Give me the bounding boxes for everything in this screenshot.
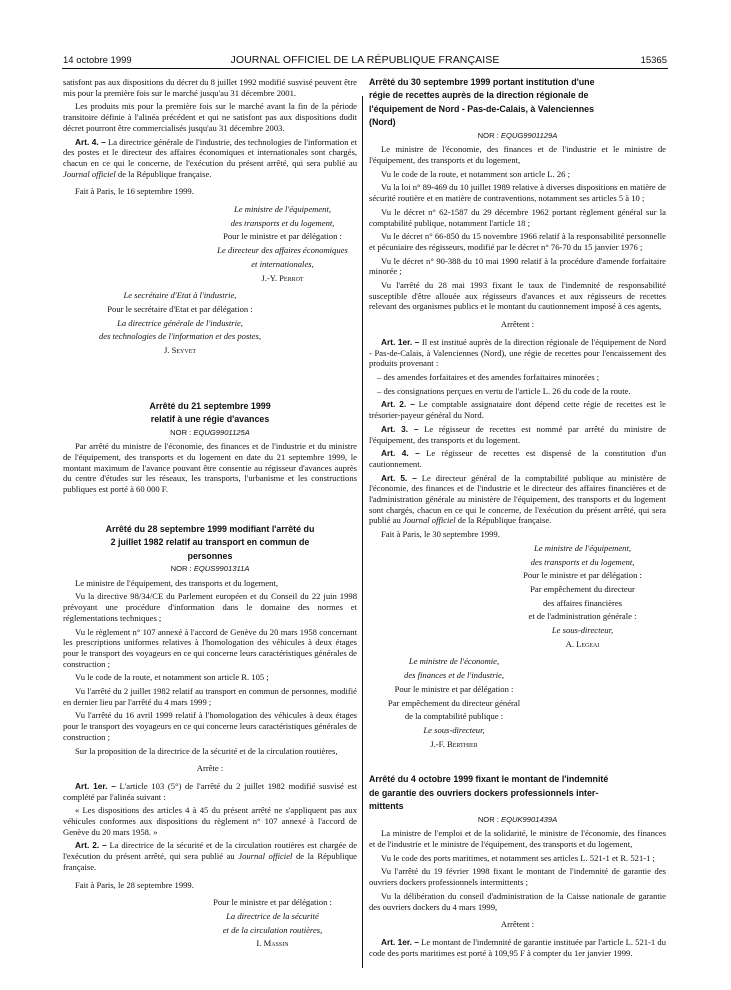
signatory-name: I. Massin [256, 938, 289, 949]
decree-title: mittents [369, 801, 404, 812]
article-text: La directrice de la sécurité et de la circulation routières est chargée de l'exécution du présent arrêté, qui sera publié au [63, 840, 358, 862]
signature-block [63, 290, 297, 356]
page-number: 15365 [640, 55, 667, 66]
decree-title: régie de recettes auprès de la direction régionale de [369, 90, 589, 101]
paragraph: Vu l'arrêté du 16 avril 1999 relatif à l'homologation des véhicules à deux étages pour le transport des voyageurs en ce qui concerne leurs caractéristiques générales de construction ; [63, 710, 357, 742]
signature-line: Pour le ministre et par délégation : [213, 897, 332, 908]
signature-line: et internationales, [251, 258, 314, 269]
nor-label: NOR : [170, 564, 194, 574]
arrete-heading: Arrête : [196, 763, 224, 774]
article-label: Art. 3. – [381, 423, 419, 434]
paragraph: Le ministre de l'équipement, des transports et du logement, [75, 577, 278, 588]
article-label: Art. 4. – [381, 448, 420, 459]
nor-reference [369, 815, 666, 826]
journal-ref: Journal officiel [402, 515, 456, 526]
signature-line: La directrice de la sécurité [226, 911, 319, 921]
article-text: Le régisseur de recettes est nommé par arrêté du ministre de l'équipement, des transports et du logement. [369, 423, 666, 445]
signature-line: Le ministre de l'équipement, [234, 204, 331, 215]
list-item: – des amendes forfaitaires et des amendes forfaitaires minorées ; [377, 371, 600, 382]
paragraph: Le ministre de l'économie, des finances et de l'industrie et le ministre de l'équipement, des transports et du logement, [369, 144, 666, 166]
article-text: L'article 103 (5°) de l'arrêté du 2 juillet 1982 modifié susvisé est complété par l'alinéa suivant : [63, 780, 357, 802]
paragraph: Vu la directive 98/34/CE du Parlement européen et du Conseil du 22 juin 1998 prévoyant une procédure d'information dans le domaine des normes et réglementations techniques ; [63, 591, 357, 623]
journal-ref: Journal officiel [238, 851, 293, 862]
paragraph: Vu l'arrêté du 19 février 1998 fixant le montant de l'indemnité de garantie des ouvriers dockers professionnels intermittents ; [369, 866, 666, 888]
signature-line: Le ministre de l'équipement, [534, 542, 631, 553]
signature-block [499, 543, 666, 650]
signature-line: des finances et de l'industrie, [404, 670, 504, 681]
header-date: 14 octobre 1999 [63, 55, 132, 66]
decree-title: Arrêté du 4 octobre 1999 fixant le montant de l'indemnité [369, 774, 609, 785]
done-at: Fait à Paris, le 16 septembre 1999. [75, 186, 194, 197]
signature-block [369, 656, 539, 749]
right-column [369, 77, 666, 961]
article-label: Art. 2. – [75, 840, 107, 851]
signature-block [188, 897, 357, 949]
paragraph: Par arrêté du ministre de l'économie, des finances et de l'industrie et du ministre de l'équipement, des transports et du logement en date du 21 septembre 1999, le montant maximum de l'avance pouvant être consentie au régisseur d'avances auprès du centre d'études sur les réseaux, les transports, l'urbanisme et les constructions publiques est porté à 60 000 F. [63, 441, 357, 495]
article-text: Le comptable assignataire dont dépend cette régie de recettes est le trésorier-payeur général du Nord. [369, 399, 667, 421]
signature-line: et de la circulation routières, [222, 924, 323, 935]
article-3 [369, 424, 666, 445]
paragraph: Vu l'arrêté du 28 mai 1993 fixant le taux de l'indemnité de responsabilité susceptible d'être allouée aux régisseurs d'avances et aux régisseurs de recettes relevant des organismes publics et le montant du cautionnement imposé à ces agents, [369, 280, 666, 312]
decree-title: l'équipement de Nord - Pas-de-Calais, à Valenciennes [369, 103, 595, 114]
signature-line: Par empêchement du directeur [530, 583, 635, 594]
article-label: Art. 2. – [381, 399, 415, 410]
signatory-name: J.-F. Berthier [430, 738, 478, 749]
decree-title: personnes [187, 550, 233, 561]
article-5 [369, 473, 666, 527]
signature-line: La directrice générale de l'industrie, [117, 317, 243, 328]
article-text: Le régisseur de recettes est dispensé de la constitution d'un cautionnement. [369, 448, 666, 469]
page-header [0, 0, 731, 74]
left-column [63, 77, 357, 952]
article-label: Art. 1er. – [75, 780, 116, 791]
paragraph: Vu le décret n° 62-1587 du 29 décembre 1962 portant règlement général sur la comptabilité publique, notamment l'article 18 ; [369, 206, 666, 228]
paragraph: Sur la proposition de la directrice de la sécurité et de la circulation routières, [75, 745, 338, 756]
signature-block [208, 204, 357, 283]
nor-code: EQUG9901129A [500, 130, 558, 140]
signature-line: des affaires financières [542, 597, 623, 608]
decree-title: de garantie des ouvriers dockers professionnels inter- [369, 787, 599, 798]
header-rule [62, 68, 668, 69]
paragraph: Vu le code de la route, et notamment son article L. 26 ; [381, 168, 570, 179]
paragraph: Vu le code des ports maritimes, et notamment ses articles L. 521-1 et R. 521-1 ; [381, 852, 655, 863]
decree-title: Arrêté du 30 septembre 1999 portant institution d'une [369, 77, 595, 87]
signature-line: Pour le ministre et par délégation : [523, 570, 642, 581]
signature-line: Par empêchement du directeur général [387, 697, 521, 708]
article-2 [63, 840, 357, 872]
article-text: La directrice générale de l'industrie, des technologies de l'information et des postes et le directeur des affaires économiques et internationales sont chargés, chacun en ce qui le concerne, de l'exécution du présent arrêté, qui sera publié au [63, 136, 357, 168]
signature-line: Le secrétaire d'Etat à l'industrie, [123, 290, 237, 301]
decree-title: relatif à une régie d'avances [150, 414, 270, 425]
list-item: – des consignations perçues en vertu de l'article L. 26 du code de la route. [377, 385, 631, 396]
arrete-heading: Arrêtent : [500, 919, 535, 930]
article-4 [369, 448, 666, 469]
paragraph: Vu le règlement n° 107 annexé à l'accord de Genève du 20 mars 1958 concernant les prescriptions uniformes relatives à l'homologation des véhicules à deux étages pour le transport des voyageurs en ce qui concerne leurs caractéristiques générales de construction ; [63, 626, 357, 669]
signature-line: Le sous-directeur, [551, 625, 614, 636]
article-1 [369, 337, 666, 369]
article-1 [369, 937, 666, 958]
article-text: Le montant de l'indemnité de garantie instituée par l'article L. 521-1 du code des ports maritimes est porté à 109,95 F à compter du 1er janvier 1999. [369, 936, 666, 958]
article-text: Il est institué auprès de la direction régionale de l'équipement de Nord - Pas-de-Calais, à Valenciennes (Nord), une régie de recettes pour l'encaissement des produits provenant : [369, 336, 667, 369]
decree-title: 2 juillet 1982 relatif au transport en commun de [110, 537, 310, 548]
nor-reference [63, 428, 357, 439]
signatory-name: A. Legeai [565, 638, 600, 649]
nor-code: EQUG9901125A [193, 427, 250, 437]
journal-title: JOURNAL OFFICIEL DE LA RÉPUBLIQUE FRANÇAISE [230, 54, 500, 66]
article-1 [63, 781, 357, 802]
paragraph: Vu le code de la route, et notamment son article R. 105 ; [75, 672, 269, 683]
signature-line: Pour le ministre et par délégation : [394, 683, 514, 694]
paragraph: La ministre de l'emploi et de la solidarité, le ministre de l'économie, des finances et de l'industrie et le ministre de l'équipement, des transports et du logement, [369, 828, 666, 849]
paragraph: Vu la loi n° 89-469 du 10 juillet 1989 relative à diverses dispositions en matière de sécurité routière et en matière de contraventions, notamment ses articles 5 à 10 ; [369, 182, 666, 204]
paragraph: Vu le décret n° 66-850 du 15 novembre 1966 relatif à la responsabilité personnelle et pécuniaire des régisseurs, modifié par le décret n° 76-70 du 15 janvier 1976 ; [369, 231, 666, 252]
nor-label: NOR : [477, 130, 501, 140]
signature-line: Le directeur des affaires économiques [217, 245, 348, 256]
signature-line: Pour le secrétaire d'Etat et par délégation : [107, 303, 253, 314]
nor-label: NOR : [170, 427, 194, 437]
done-at: Fait à Paris, le 28 septembre 1999. [75, 879, 194, 890]
paragraph: Vu le décret n° 90-388 du 10 mai 1990 relatif à la procédure d'amende forfaitaire minorée ; [369, 255, 666, 277]
paragraph: Vu l'arrêté du 2 juillet 1982 relatif au transport en commun de personnes, modifié en dernier lieu par l'arrêté du 4 mars 1999 ; [63, 686, 357, 707]
nor-code: EQUS9901311A [193, 564, 250, 574]
column-divider [362, 96, 363, 968]
article-text-end: de la République française. [63, 851, 357, 872]
paragraph: Les produits mis pour la première fois sur le marché avant la fin de la période transitoire définie à l'alinéa précédent et qui ne satisfont pas aux dispositions dudit décret pourront être commercialisés jusqu'au 31 décembre 2003. [63, 101, 357, 133]
article-4 [63, 137, 357, 180]
article-text-end: de la République française. [115, 168, 212, 179]
done-at: Fait à Paris, le 30 septembre 1999. [381, 529, 500, 540]
signatory-name: J. Seyvet [163, 345, 197, 356]
article-text-end: de la République française. [455, 515, 552, 526]
signature-line: Le sous-directeur, [423, 724, 485, 735]
signatory-name: J.-Y. Perrot [261, 272, 304, 283]
decree-title: Arrêté du 28 septembre 1999 modifiant l'arrêté du [105, 523, 315, 534]
signature-line: des transports et du logement, [530, 556, 635, 567]
signature-line: Le ministre de l'économie, [408, 656, 500, 667]
decree-title: (Nord) [369, 117, 396, 128]
signature-line: Pour le ministre et par délégation : [223, 231, 342, 242]
article-label: Art. 5. – [381, 472, 417, 483]
article-label: Art. 4. – [75, 136, 106, 147]
decree-title: Arrêté du 21 septembre 1999 [149, 400, 271, 411]
signature-line: des transports et du logement, [230, 217, 335, 228]
signature-line: des technologies de l'information et des postes, [99, 331, 261, 342]
paragraph: satisfont pas aux dispositions du décret du 8 juillet 1992 modifié susvisé peuvent être mis pour la première fois sur le marché jusqu'au 31 décembre 2001. [63, 77, 357, 98]
quotation: « Les dispositions des articles 4 à 45 du présent arrêté ne s'appliquent pas aux véhicules conformes aux dispositions du règlement n° 107 annexé à l'accord de Genève du 20 mars 1958. » [63, 805, 357, 837]
nor-code: EQUK9901439A [501, 814, 558, 824]
nor-label: NOR : [477, 814, 502, 824]
article-label: Art. 1er. – [381, 936, 419, 947]
article-text: Le directeur général de la comptabilité publique au ministère de l'économie, des finances et de l'industrie et le directeur des affaires financières et de l'administration générale au ministère de l'équipement, des transports et du logement sont chargés, chacun en ce qui le concerne, de l'exécution du présent arrêté, qui sera publié au [369, 472, 666, 526]
nor-reference [369, 131, 666, 142]
article-label: Art. 1er. – [381, 336, 420, 347]
arrete-heading: Arrêtent : [500, 319, 535, 330]
journal-ref: Journal officiel [63, 168, 116, 179]
signature-line: de la comptabilité publique : [404, 711, 504, 722]
nor-reference [63, 564, 357, 575]
paragraph: Vu la délibération du conseil d'administration de la Caisse nationale de garantie des ouvriers dockers du 4 mars 1999, [369, 890, 666, 912]
article-2 [369, 399, 666, 420]
signature-line: et de l'administration générale : [528, 611, 637, 622]
